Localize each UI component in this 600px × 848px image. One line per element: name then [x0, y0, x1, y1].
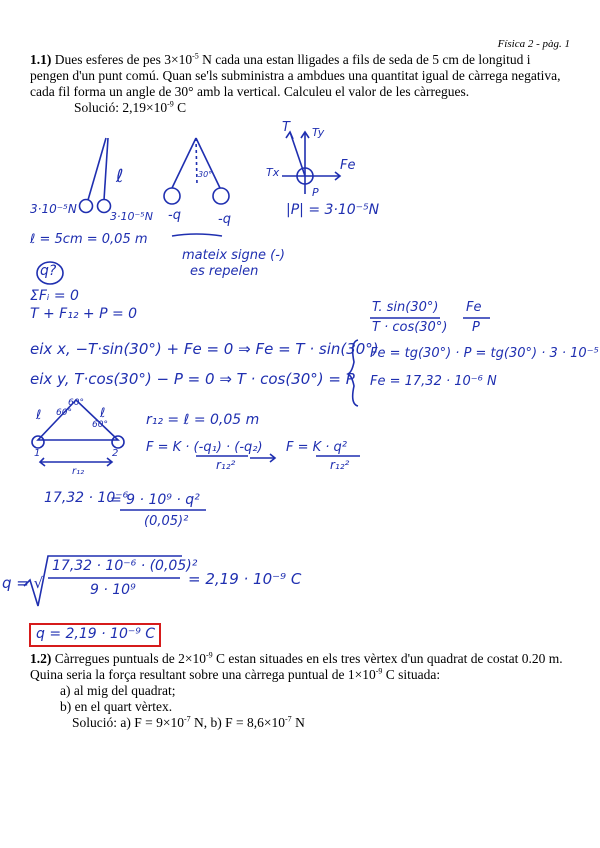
- equation-result: Fe = 17,32 · 10⁻⁶ N: [370, 374, 497, 389]
- length-label: ℓ = 5cm = 0,05 m: [30, 232, 148, 247]
- solution-b: N, b) F = 8,6×10: [190, 715, 286, 730]
- equation-y: eix y, T·cos(30°) − P = 0 ⇒ T · cos(30°) = P: [30, 370, 355, 388]
- denominator: (0,05)²: [144, 514, 189, 529]
- sphere: [213, 188, 229, 204]
- charge-label: -q: [218, 212, 231, 227]
- equation: ΣFᵢ = 0: [30, 288, 79, 304]
- underline: [172, 234, 222, 236]
- fraction-denominator: T · cos(30°): [372, 320, 448, 335]
- sqrt-numerator: 17,32 · 10⁻⁶ · (0,05)²: [52, 558, 198, 574]
- charge-index: 2: [112, 448, 119, 459]
- angle-label: 60°: [92, 420, 108, 430]
- text: Càrregues puntuals de 2×10: [51, 651, 206, 666]
- sphere: [80, 200, 93, 213]
- equation: = 9 · 10⁹ · q²: [110, 492, 200, 508]
- equation: Fe = tg(30°) · P = tg(30°) · 3 · 10⁻⁵: [370, 346, 599, 361]
- problem-number: 1.2): [30, 651, 52, 666]
- sqrt-denominator: 9 · 10⁹: [90, 582, 136, 598]
- equation: T + F₁₂ + P = 0: [30, 306, 138, 322]
- fraction-denominator: P: [472, 320, 480, 335]
- coulomb-equation: F = K · (-q₁) · (-q₂): [146, 440, 263, 455]
- angle-label: 60°: [68, 398, 84, 408]
- label-l: ℓ: [100, 406, 106, 421]
- thread-line: [104, 138, 108, 200]
- distance-label: r₁₂: [72, 466, 85, 477]
- sphere: [164, 188, 180, 204]
- charge-label: -q: [168, 208, 181, 223]
- exponent: -7: [285, 714, 292, 724]
- sphere: [98, 200, 111, 213]
- text: 3×10: [164, 52, 193, 67]
- text: C estan situades en els tres vèrtex d'un quadrat de costat 0.20 m.: [212, 651, 563, 666]
- text: C: [173, 100, 187, 115]
- angle-label: 30°: [198, 170, 213, 179]
- value: 17,32 · 10⁻⁶: [44, 490, 129, 506]
- weight-label: 3·10⁻⁵N: [110, 210, 153, 223]
- text: pengen d'un punt comú. Quan se'ls subministra a ambdues una quantitat igual de càrrega negativa,: [30, 68, 561, 83]
- fraction-numerator: T. sin(30°): [372, 300, 439, 315]
- thread-line: [172, 138, 196, 188]
- problem-number: 1.1): [30, 52, 52, 67]
- vertical-dashed: [196, 138, 197, 185]
- sub-question-a: a) al mig del quadrat;: [60, 683, 176, 698]
- exponent: -5: [192, 51, 199, 61]
- solution-a: Solució: a) F = 9×10: [72, 715, 184, 730]
- note: es repelen: [190, 264, 259, 279]
- text: Quina seria la força resultant sobre una càrrega puntual de 1×10: [30, 667, 376, 682]
- fraction-numerator: Fe: [466, 300, 482, 315]
- force-label-ty: Ty: [312, 126, 325, 139]
- distance-value: r₁₂ = ℓ = 0,05 m: [146, 412, 260, 428]
- weight-value: |P| = 3·10⁻⁵N: [286, 202, 380, 218]
- angle-label: 60°: [56, 408, 72, 418]
- text: N: [291, 715, 305, 730]
- exponent: -9: [375, 666, 383, 676]
- denominator: r₁₂²: [330, 458, 350, 472]
- note: mateix signe (-): [182, 248, 286, 263]
- force-label-p: P: [312, 186, 319, 199]
- text: Dues esferes de pes: [54, 52, 165, 67]
- result: = 2,19 · 10⁻⁹ C: [188, 570, 302, 588]
- force-label-t: T: [282, 120, 290, 135]
- solution-label: Solució: 2,19×10: [74, 100, 168, 115]
- equation-x: eix x, −T·sin(30°) + Fe = 0 ⇒ Fe = T · sin(30°): [30, 340, 379, 358]
- final-answer: q = 2,19 · 10⁻⁹ C: [36, 626, 156, 642]
- sphere: [32, 436, 44, 448]
- label-l: ℓ: [116, 166, 124, 187]
- page-header: Física 2 - pàg. 1: [497, 38, 570, 50]
- thread-line: [88, 138, 106, 200]
- problem-1-2-statement: [30, 651, 575, 731]
- exponent: -9: [205, 650, 213, 660]
- sphere: [112, 436, 124, 448]
- force-label-tx: Tx: [266, 166, 280, 179]
- denominator: r₁₂²: [216, 458, 236, 472]
- text: N cada una estan lligades a fils de seda de 5 cm de longitud i: [198, 52, 531, 67]
- charge-index: 1: [34, 448, 41, 459]
- exponent: -7: [183, 714, 191, 724]
- sqrt-label: q = √: [2, 574, 44, 592]
- text: C situada:: [382, 667, 441, 682]
- thread-line: [196, 138, 220, 188]
- coulomb-equation: F = K · q²: [286, 440, 348, 455]
- force-label-fe: Fe: [340, 158, 356, 173]
- sub-question-b: b) en el quart vèrtex.: [60, 699, 173, 714]
- text: cada fil forma un angle de 30° amb la vertical. Calculeu el valor de les càrregues.: [30, 84, 470, 99]
- label-l: ℓ: [36, 408, 42, 423]
- weight-label: 3·10⁻⁵N: [30, 202, 77, 216]
- unknown-label: q?: [40, 263, 57, 279]
- exponent: -9: [167, 99, 174, 109]
